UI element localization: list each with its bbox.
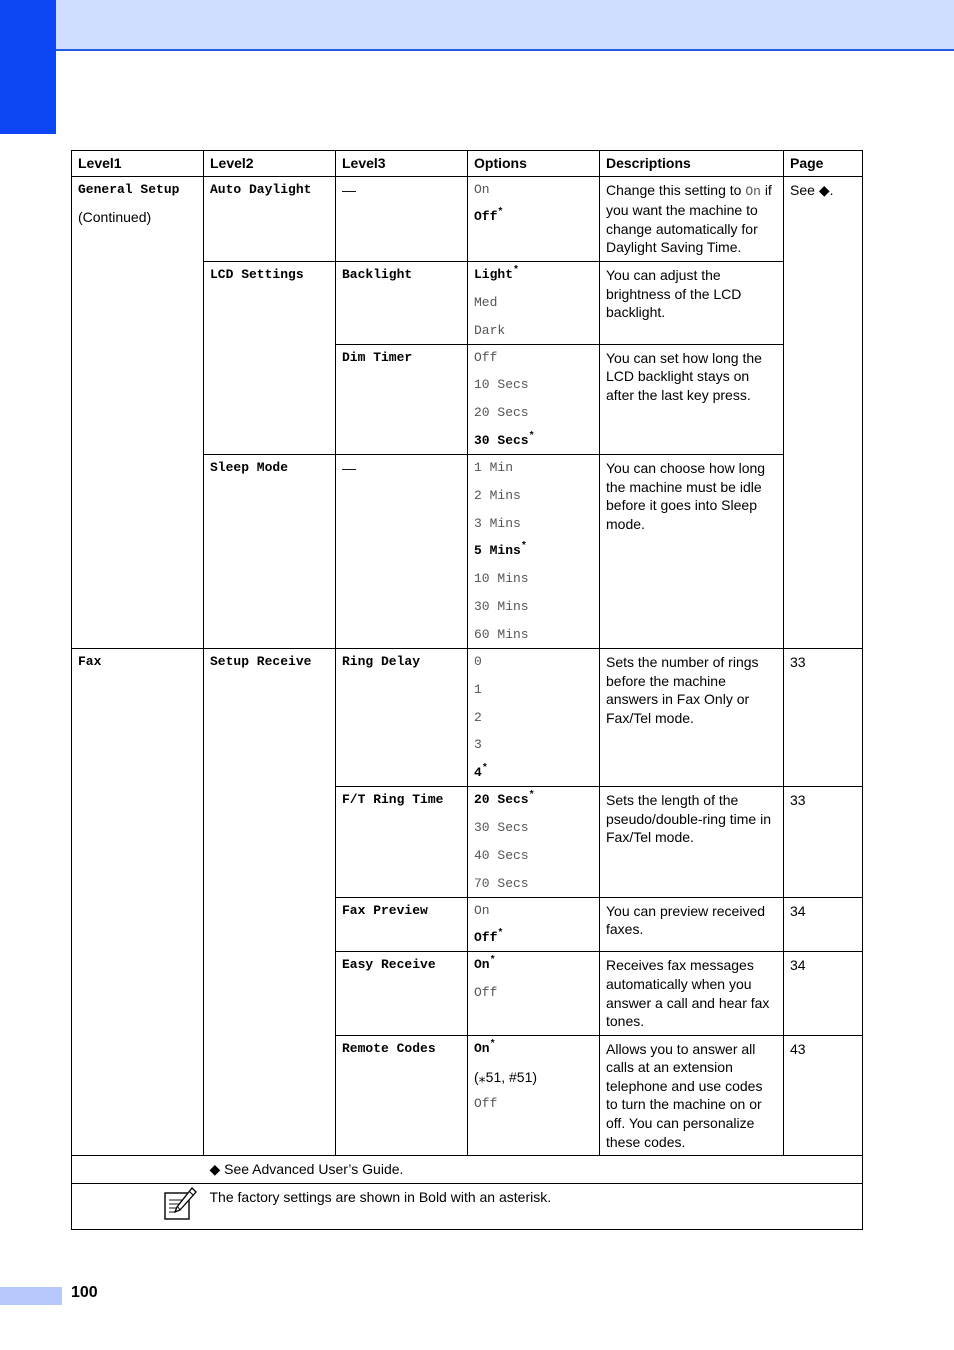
level2-auto-daylight: Auto Daylight [204,176,336,261]
level3-easy-receive: Easy Receive [336,952,468,1035]
description-cell: You can set how long the LCD backlight stays on after the last key press. [600,344,784,454]
option-30-secs-default: 30 Secs* [474,431,535,448]
page-ref-cell: 33 [784,648,863,786]
level3-dash: — [342,181,356,198]
table-row [72,648,863,786]
level1-fax: Fax [72,648,204,1155]
description-cell: Sets the number of rings before the machine answers in Fax Only or Fax/Tel mode. [600,648,784,786]
option-20-secs: 20 Secs [474,405,529,421]
option-on: On [474,181,490,197]
option-20-secs-default: 20 Secs* [474,790,535,808]
option-10-mins: 10 Mins [474,571,529,587]
header-band [0,0,954,51]
options-cell [468,261,600,344]
description-cell: You can preview received faxes. [600,897,784,952]
description-cell: You can choose how long the machine must be idle before it goes into Sleep mode. [600,454,784,648]
options-cell [468,787,600,897]
option-2: 2 [474,709,482,725]
option-2-mins: 2 Mins [474,487,521,503]
footnote-row [72,1156,863,1184]
level3-remote-codes: Remote Codes [336,1035,468,1156]
advanced-guide-note: ◆ See Advanced User’s Guide. [204,1156,863,1184]
option-on-default: On* [474,956,496,973]
level2-sleep-mode: Sleep Mode [204,454,336,648]
option-dark: Dark [474,322,506,338]
footer-tab [0,1287,62,1305]
option-30-secs: 30 Secs [474,819,529,835]
level2-setup-receive: Setup Receive [204,648,336,1155]
level1-cell [72,176,204,648]
page-ref-cell: 43 [784,1035,863,1156]
option-remote-codes: (⁎51, #51) [474,1068,538,1085]
option-70-secs: 70 Secs [474,875,529,891]
level3-dim-timer: Dim Timer [336,344,468,454]
chapter-tab [0,0,56,134]
option-on: On [474,902,490,918]
option-off-default: Off* [474,208,504,225]
table-row [72,176,863,261]
col-descriptions: Descriptions [600,151,784,177]
option-0: 0 [474,653,482,669]
option-med: Med [474,294,498,310]
option-60-mins: 60 Mins [474,626,529,642]
level3-dash: — [342,459,356,476]
level3-ring-delay: Ring Delay [336,648,468,786]
level3-cell [336,176,468,261]
option-off: Off [474,1096,498,1112]
settings-menu-table [71,150,863,1230]
option-30-mins: 30 Mins [474,598,529,614]
level3-ft-ring-time: F/T Ring Time [336,787,468,897]
option-40-secs: 40 Secs [474,847,529,863]
option-off: Off [474,349,498,365]
option-5-mins-default: 5 Mins* [474,542,527,559]
diamond-icon: ◆ [818,181,830,198]
col-level1: Level1 [72,151,204,177]
col-options: Options [468,151,600,177]
page-ref-cell: 33 [784,787,863,897]
factory-settings-note: The factory settings are shown in Bold with an asterisk. [204,1184,863,1230]
options-cell [468,897,600,952]
col-page: Page [784,151,863,177]
level1-general-setup: General Setup [78,181,180,197]
page-number: 100 [71,1284,98,1301]
col-level3: Level3 [336,151,468,177]
option-4-default: 4* [474,763,488,781]
footnote-row [72,1184,863,1230]
continued-label: (Continued) [78,208,152,225]
description-cell: You can adjust the brightness of the LCD backlight. [600,261,784,344]
description-cell: Change this setting to On if you want the machine to change automatically for Daylight Saving Time. [600,176,784,261]
options-cell [468,1035,600,1156]
option-off: Off [474,985,498,1001]
option-1: 1 [474,681,482,697]
page-ref-cell: See ◆. [784,176,863,648]
page-ref-cell: 34 [784,897,863,952]
options-cell [468,176,600,261]
description-cell: Allows you to answer all calls at an extension telephone and use codes to turn the machine on or off. You can personalize these codes. [600,1035,784,1156]
table-header-row [72,151,863,177]
option-1-min: 1 Min [474,459,514,475]
level3-backlight: Backlight [336,261,468,344]
page-ref-cell: 34 [784,952,863,1035]
option-light-default: Light* [474,265,520,282]
options-cell [468,454,600,648]
col-level2: Level2 [204,151,336,177]
option-3-mins: 3 Mins [474,515,521,531]
option-off-default: Off* [474,929,504,946]
options-cell [468,648,600,786]
options-cell [468,344,600,454]
pencil-note-icon [162,1186,198,1222]
option-3: 3 [474,737,482,753]
option-on-default: On* [474,1039,496,1056]
level3-fax-preview: Fax Preview [336,897,468,952]
description-cell: Sets the length of the pseudo/double-ring time in Fax/Tel mode. [600,787,784,897]
option-10-secs: 10 Secs [474,377,529,393]
description-cell: Receives fax messages automatically when you answer a call and hear fax tones. [600,952,784,1035]
level3-cell [336,454,468,648]
level2-lcd-settings: LCD Settings [204,261,336,454]
options-cell [468,952,600,1035]
